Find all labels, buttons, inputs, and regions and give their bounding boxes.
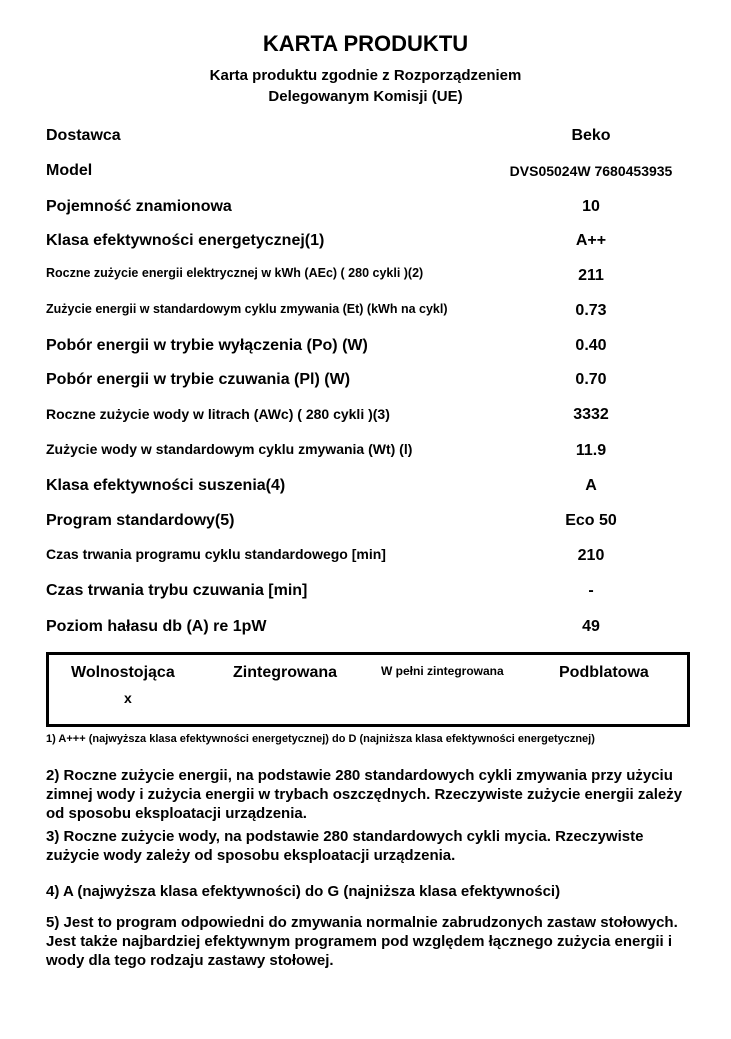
row-value-annual-energy: 211: [578, 267, 604, 284]
row-value-noise-level: 49: [582, 618, 600, 635]
row-value-standby-power: 0.70: [575, 371, 607, 388]
row-value-drying-class: A: [585, 477, 597, 494]
page-title: KARTA PRODUKTU: [262, 31, 469, 56]
row-value-model: DVS05024W 7680453935: [509, 163, 673, 179]
row-label-annual-water: Roczne zużycie wody w litrach (AWc) ( 280 cykli )(3): [46, 406, 390, 422]
row-value-standard-program: Eco 50: [565, 512, 617, 529]
installation-type-box: [46, 652, 690, 727]
note-1: 1) A+++ (najwyższa klasa efektywności energetycznej) do D (najniższa klasa efektywności energetycznej): [46, 733, 595, 745]
row-value-annual-water: 3332: [573, 406, 609, 423]
row-label-supplier: Dostawca: [46, 127, 121, 144]
row-label-capacity: Pojemność znamionowa: [46, 198, 232, 215]
row-value-off-mode-power: 0.40: [575, 337, 607, 354]
subtitle-line-2: Delegowanym Komisji (UE): [268, 88, 463, 105]
row-label-cycle-water: Zużycie wody w standardowym cyklu zmywania (Wt) (l): [46, 441, 413, 457]
note-4: 4) A (najwyższa klasa efektywności) do G (najniższa klasa efektywności): [46, 883, 561, 900]
subtitle-line-1: Karta produktu zgodnie z Rozporządzeniem: [209, 67, 522, 84]
row-value-energy-class: A++: [575, 232, 607, 249]
option-under-counter: Podblatowa: [559, 664, 649, 681]
row-label-program-duration: Czas trwania programu cyklu standardowego [min]: [46, 546, 386, 562]
option-freestanding: Wolnostojąca: [71, 664, 175, 681]
row-label-standby-duration: Czas trwania trybu czuwania [min]: [46, 582, 308, 599]
row-label-off-mode-power: Pobór energii w trybie wyłączenia (Po) (W): [46, 337, 368, 354]
row-value-standby-duration: -: [588, 582, 594, 599]
row-label-noise-level: Poziom hałasu db (A) re 1pW: [46, 618, 267, 635]
row-value-supplier: Beko: [571, 127, 611, 144]
selected-mark: x: [124, 690, 132, 706]
row-value-cycle-water: 11.9: [575, 442, 607, 459]
row-label-drying-class: Klasa efektywności suszenia(4): [46, 477, 286, 494]
row-label-standard-program: Program standardowy(5): [46, 512, 235, 529]
note-2: 2) Roczne zużycie energii, na podstawie 280 standardowych cykli zmywania przy użyciu zimnej wody i zużycia energii w trybach oszczędnych. Rzeczywiste zużycie energii zależy od sposobu eksploatacji urządzenia.: [46, 767, 683, 822]
row-value-capacity: 10: [582, 198, 600, 215]
row-value-cycle-energy: 0.73: [575, 302, 607, 319]
note-3: 3) Roczne zużycie wody, na podstawie 280 standardowych cykli mycia. Rzeczywiste zużycie wody zależy od sposobu eksploatacji urządzenia.: [46, 828, 644, 864]
option-fully-integrated: W pełni zintegrowana: [381, 664, 504, 678]
row-label-cycle-energy: Zużycie energii w standardowym cyklu zmywania (Et) (kWh na cykl): [46, 302, 448, 316]
row-label-model: Model: [46, 162, 93, 179]
row-label-standby-power: Pobór energii w trybie czuwania (Pl) (W): [46, 371, 351, 388]
note-5: 5) Jest to program odpowiedni do zmywania normalnie zabrudzonych zastaw stołowych. Jest także najbardziej efektywnym programem pod względem łącznego zużycia energii i wody dla tego rodzaju zastawy stołowej.: [46, 914, 678, 969]
row-value-program-duration: 210: [577, 547, 605, 564]
row-label-annual-energy: Roczne zużycie energii elektrycznej w kWh (AEc) ( 280 cykli )(2): [46, 266, 424, 280]
option-built-in: Zintegrowana: [233, 664, 338, 681]
row-label-energy-class: Klasa efektywności energetycznej(1): [46, 232, 325, 249]
